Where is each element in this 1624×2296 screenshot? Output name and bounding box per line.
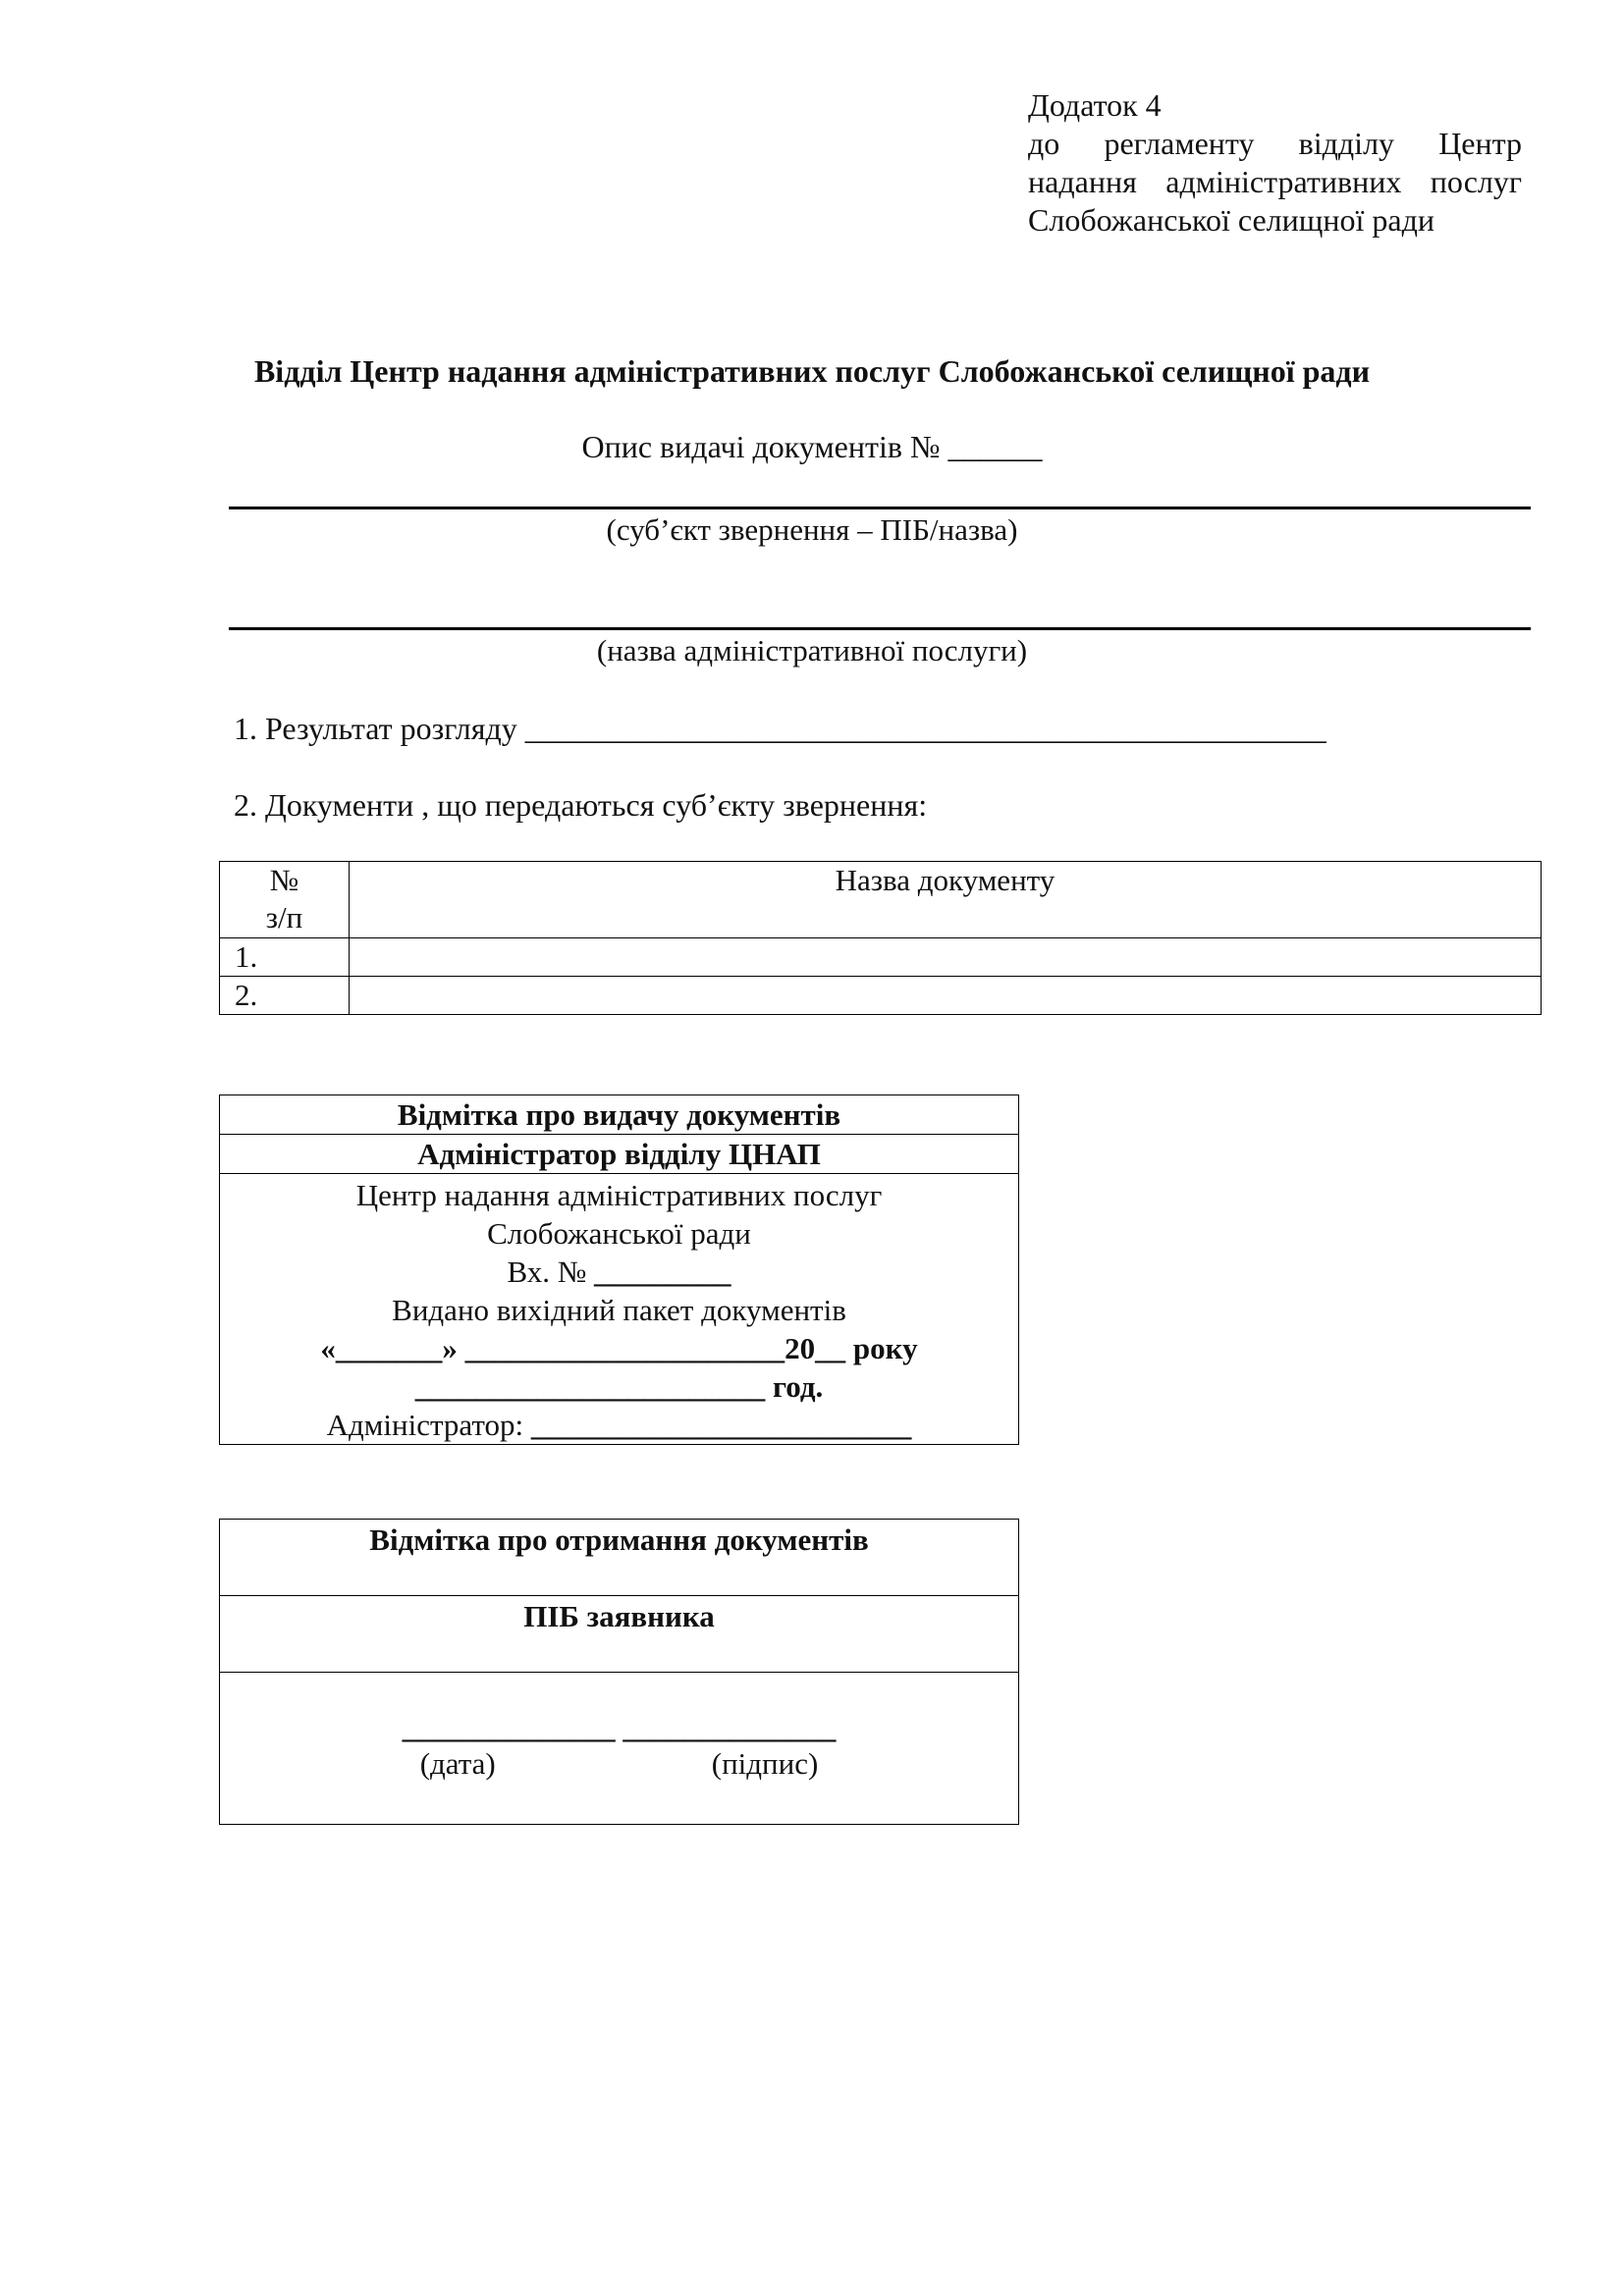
issue-box-title: Відмітка про видачу документів bbox=[220, 1095, 1019, 1135]
subject-fill-line bbox=[229, 507, 1531, 509]
appendix-line-3: надання адміністративних послуг bbox=[1028, 164, 1522, 199]
table-row bbox=[220, 977, 1542, 1015]
service-fill-line bbox=[229, 627, 1531, 630]
administrator-line bbox=[220, 1406, 1018, 1444]
date-sign-blanks: ______________ ______________ bbox=[402, 1710, 837, 1744]
issue-box bbox=[219, 1095, 1019, 1445]
receive-sign-cell bbox=[220, 1673, 1019, 1825]
administrator-blank: _________________________ bbox=[530, 1408, 912, 1442]
issue-date-line: «_______» _____________________20__ року bbox=[320, 1331, 918, 1365]
receive-box bbox=[219, 1519, 1019, 1825]
header-num-cell bbox=[220, 862, 350, 938]
appendix-line-1: Додаток 4 bbox=[1028, 87, 1162, 123]
applicant-name-label: ПІБ заявника bbox=[220, 1596, 1019, 1673]
row-name-cell bbox=[349, 938, 1541, 977]
date-label: (дата) bbox=[419, 1746, 496, 1781]
org-title: Відділ Центр надання адміністративних послуг Слобожанської селищної ради bbox=[253, 353, 1371, 389]
receive-box-title: Відмітка про отримання документів bbox=[220, 1520, 1019, 1596]
issue-line-2: Слобожанської ради bbox=[487, 1216, 751, 1251]
documents-table bbox=[219, 861, 1542, 1015]
appendix-block bbox=[1028, 86, 1522, 240]
header-name-cell: Назва документу bbox=[349, 862, 1541, 938]
issue-line-1: Центр надання адміністративних послуг bbox=[355, 1178, 883, 1212]
row-num-cell: 1. bbox=[220, 938, 350, 977]
issued-package: Видано вихідний пакет документів bbox=[392, 1293, 846, 1327]
row-num-cell: 2. bbox=[220, 977, 350, 1015]
administrator-label: Адміністратор: bbox=[326, 1408, 531, 1442]
table-row bbox=[220, 938, 1542, 977]
opys-title: Опис видачі документів № ______ bbox=[581, 429, 1043, 464]
issue-box-subtitle: Адміністратор відділу ЦНАП bbox=[220, 1135, 1019, 1174]
subject-caption: (суб’єкт звернення – ПІБ/назва) bbox=[606, 512, 1018, 547]
incoming-number bbox=[220, 1253, 1018, 1291]
header-num-symbol: № bbox=[269, 863, 299, 897]
table-header-row bbox=[220, 862, 1542, 938]
incoming-number-blank: _________ bbox=[594, 1255, 731, 1289]
documents-line: 2. Документи , що передаються суб’єкту звернення: bbox=[234, 787, 928, 823]
issue-box-body bbox=[220, 1174, 1019, 1445]
service-caption: (назва адміністративної послуги) bbox=[596, 633, 1028, 667]
incoming-number-label: Вх. № bbox=[507, 1255, 595, 1289]
row-name-cell bbox=[349, 977, 1541, 1015]
issue-time-line: _______________________ год. bbox=[414, 1369, 824, 1404]
appendix-line-4: Слобожанської селищної ради bbox=[1028, 202, 1435, 238]
header-num-label: з/п bbox=[265, 900, 303, 934]
result-line: 1. Результат розгляду ___________________________________________________ bbox=[234, 711, 1326, 746]
date-sign-labels bbox=[220, 1745, 1018, 1783]
signature-label: (підпис) bbox=[711, 1746, 819, 1781]
appendix-line-2: до регламенту відділу Центр bbox=[1028, 126, 1522, 161]
